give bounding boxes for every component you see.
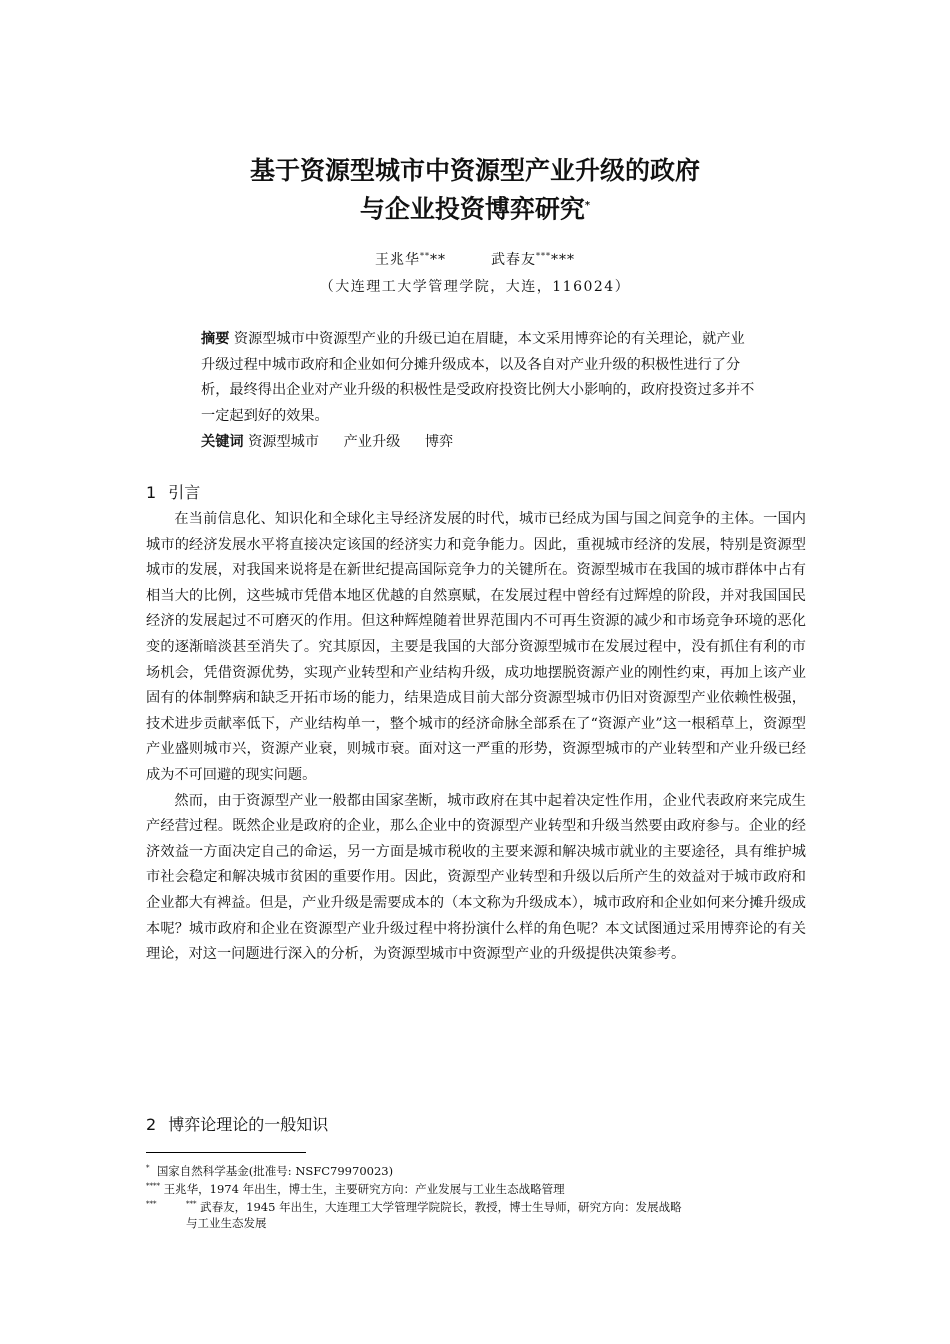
- footnote: [146, 1196, 806, 1231]
- author-list: [0, 249, 950, 269]
- section-body: [146, 507, 806, 968]
- footnote-text-continued: 与工业生态发展: [186, 1215, 267, 1230]
- author-footnote-mark: ***: [535, 251, 551, 261]
- section-number: 2: [146, 1115, 157, 1134]
- footnote: [146, 1160, 806, 1179]
- abstract: [201, 327, 757, 429]
- section-title: 博弈论理论的一般知识: [168, 1115, 329, 1134]
- keyword: 产业升级: [343, 434, 401, 450]
- section-title: 引言: [168, 483, 201, 502]
- keyword: 博弈: [424, 434, 454, 450]
- author-name: 武春友: [490, 252, 536, 268]
- abstract-label: 摘要: [201, 331, 230, 347]
- paragraph: 在当前信息化、知识化和全球化主导经济发展的时代，城市已经成为国与国之间竞争的主体。一国内城市的经济发展水平将直接决定该国的经济实力和竞争能力。因此，重视城市经济的发展，特别是资源型城市的发展，对我国来说将是在新世纪提高国际竞争力的关键所在。资源型城市在我国的城市群体中占有相当大的比例，这些城市凭借本地区优越的自然禀赋，在发展过程中曾经有过辉煌的阶段，并对我国国民经济的发展起过不可磨灭的作用。但这种辉煌随着世界范围内不可再生资源的减少和市场竞争环境的恶化变的逐渐暗淡甚至消失了。究其原因，主要是我国的大部分资源型城市在发展过程中，没有抓住有利的市场机会，凭借资源优势，实现产业转型和产业结构升级，成功地摆脱资源产业的刚性约束，再加上该产业固有的体制弊病和缺乏开拓市场的能力，结果造成目前大部分资源型城市仍旧对资源型产业依赖性极强，技术进步贡献率低下，产业结构单一，整个城市的经济命脉全部系在了“资源产业”这一根稻草上，资源型产业盛则城市兴，资源产业衰，则城市衰。面对这一严重的形势，资源型城市的产业转型和产业升级已经成为不可回避的现实问题。: [146, 511, 806, 783]
- title-line-1: 基于资源型城市中资源型产业升级的政府: [249, 156, 700, 185]
- footnote-mark: ****: [146, 1182, 160, 1190]
- paper-title-line-2: [0, 189, 950, 226]
- footnote-mark: *: [146, 1164, 150, 1172]
- author-footnote-mark: ***: [550, 252, 575, 268]
- footnote: [146, 1178, 806, 1197]
- footnote-text: 王兆华，1974 年出生，博士生，主要研究方向：产业发展与工业生态战略管理: [163, 1181, 565, 1196]
- title-line-2: 与企业投资博弈研究: [359, 194, 585, 224]
- keywords-label: 关键词: [201, 434, 244, 450]
- section-heading: [146, 480, 200, 503]
- section-heading: [146, 1112, 328, 1135]
- section-number: 1: [146, 483, 157, 502]
- footnote-mark: ***: [186, 1200, 197, 1208]
- keywords: [201, 431, 473, 451]
- author-name: 王兆华: [375, 252, 421, 268]
- author-footnote-mark: **: [430, 252, 447, 268]
- paragraph: 然而，由于资源型产业一般都由国家垄断，城市政府在其中起着决定性作用，企业代表政府来完成生产经营过程。既然企业是政府的企业，那么企业中的资源型产业转型和升级当然要由政府参与。企业的经济效益一方面决定自己的命运，另一方面是城市税收的主要来源和解决城市就业的主要途径，具有维护城市社会稳定和解决城市贫困的重要作用。因此，资源型产业转型和升级以后所产生的效益对于城市政府和企业都大有裨益。但是，产业升级是需要成本的（本文称为升级成本），城市政府和企业如何来分摊升级成本呢？城市政府和企业在资源型产业升级过程中将扮演什么样的角色呢？本文试图通过采用博弈论的有关理论，对这一问题进行深入的分析，为资源型城市中资源型产业的升级提供决策参考。: [146, 792, 806, 963]
- author-footnote-mark: **: [420, 251, 431, 261]
- footnote-divider: [146, 1152, 306, 1153]
- keyword: 资源型城市: [248, 434, 320, 450]
- footnote-text: 国家自然科学基金(批准号: NSFC79970023): [156, 1163, 394, 1178]
- paper-title: [0, 154, 950, 188]
- footnote-mark: ***: [146, 1200, 157, 1208]
- affiliation: （大连理工大学管理学院，大连，116024）: [319, 279, 631, 295]
- footnote-text: 武春友，1945 年出生，大连理工大学管理学院院长，教授，博士生导师，研究方向：发展战略: [200, 1199, 682, 1214]
- title-footnote-mark: *: [584, 200, 591, 211]
- abstract-text: 资源型城市中资源型产业的升级已迫在眉睫，本文采用博弈论的有关理论，就产业升级过程中城市政府和企业如何分摊升级成本，以及各自对产业升级的积极性进行了分析，最终得出企业对产业升级的积极性是受政府投资比例大小影响的，政府投资过多并不一定起到好的效果。: [201, 331, 755, 424]
